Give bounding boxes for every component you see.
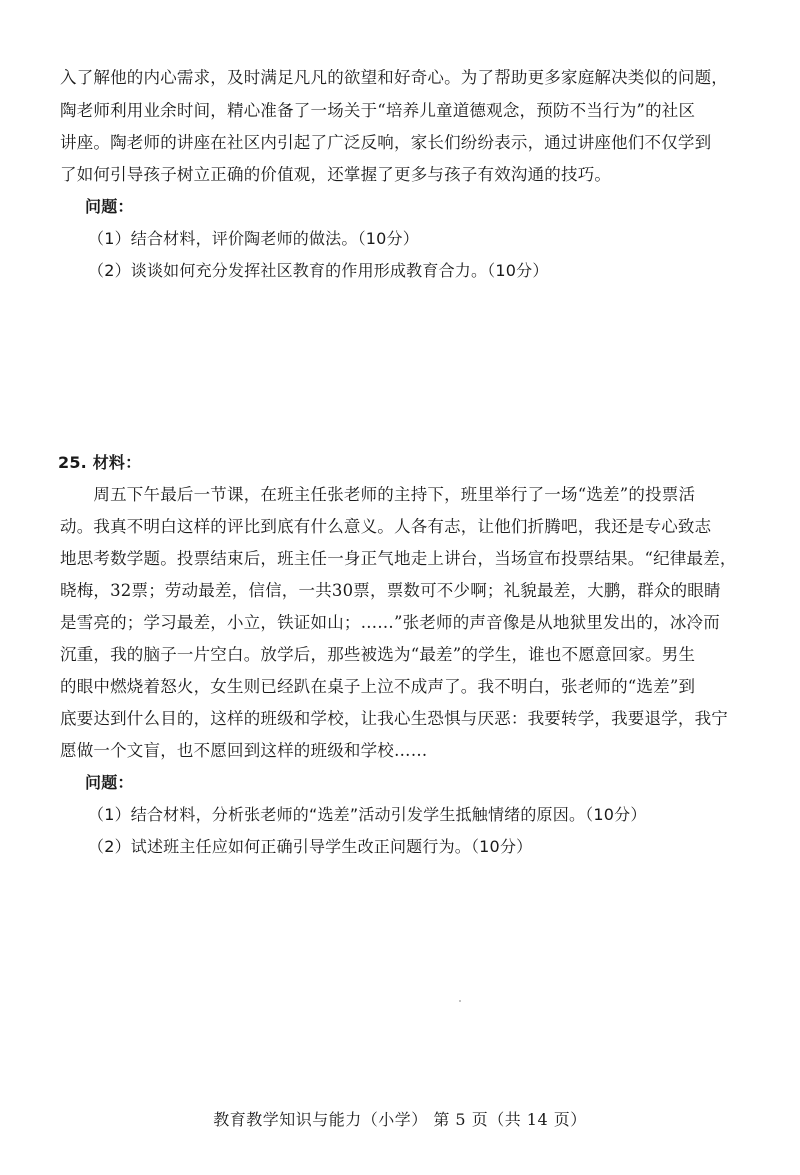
paragraph-line: 了如何引导孩子树立正确的价值观，还掌握了更多与孩子有效沟通的技巧。 bbox=[60, 165, 612, 184]
paragraph-line: 沉重，我的脑子一片空白。放学后，那些被选为“最差”的学生，谁也不愿意回家。男生 bbox=[60, 645, 696, 664]
question-number-heading: 25. 材料： bbox=[58, 453, 142, 472]
paragraph-line: 周五下午最后一节课，在班主任张老师的主持下，班里举行了一场“选差”的投票活 bbox=[60, 485, 696, 504]
scan-speck bbox=[459, 1000, 461, 1002]
question-item: （1）结合材料，评价陶老师的做法。（10分） bbox=[88, 229, 419, 248]
paragraph-line: 的眼中燃烧着怒火，女生则已经趴在桌子上泣不成声了。我不明白，张老师的“选差”到 bbox=[60, 677, 696, 696]
paragraph-line: 动。我真不明白这样的评比到底有什么意义。人各有志，让他们折腾吧，我还是专心致志 bbox=[60, 517, 712, 536]
paragraph-line: 入了解他的内心需求，及时满足凡凡的欲望和好奇心。为了帮助更多家庭解决类似的问题， bbox=[60, 68, 728, 87]
paragraph-line: 陶老师利用业余时间，精心准备了一场关于“培养儿童道德观念，预防不当行为”的社区 bbox=[60, 101, 696, 120]
question-item: （1）结合材料，分析张老师的“选差”活动引发学生抵触情绪的原因。（10分） bbox=[88, 805, 647, 824]
question-item: （2）谈谈如何充分发挥社区教育的作用形成教育合力。（10分） bbox=[88, 261, 549, 280]
paragraph-line: 愿做一个文盲，也不愿回到这样的班级和学校…… bbox=[60, 741, 428, 760]
paragraph-line: 底要达到什么目的，这样的班级和学校，让我心生恐惧与厌恶：我要转学，我要退学，我宁 bbox=[60, 709, 728, 728]
question-item: （2）试述班主任应如何正确引导学生改正问题行为。（10分） bbox=[88, 837, 533, 856]
question-heading: 问题： bbox=[85, 773, 134, 792]
paragraph-line: 是雪亮的；学习最差，小立，铁证如山；……”张老师的声音像是从地狱里发出的，冰冷而 bbox=[60, 613, 720, 632]
question-heading: 问题： bbox=[85, 197, 134, 216]
paragraph-line: 晓梅，32票；劳动最差，信信，一共30票，票数可不少啊；礼貌最差，大鹏，群众的眼睛 bbox=[60, 581, 721, 600]
paragraph-line: 地思考数学题。投票结束后，班主任一身正气地走上讲台，当场宣布投票结果。“纪律最差， bbox=[60, 549, 737, 568]
paragraph-line: 讲座。陶老师的讲座在社区内引起了广泛反响，家长们纷纷表示，通过讲座他们不仅学到 bbox=[60, 133, 712, 152]
page-footer: 教育教学知识与能力（小学） 第 5 页（共 14 页） bbox=[213, 1110, 587, 1129]
